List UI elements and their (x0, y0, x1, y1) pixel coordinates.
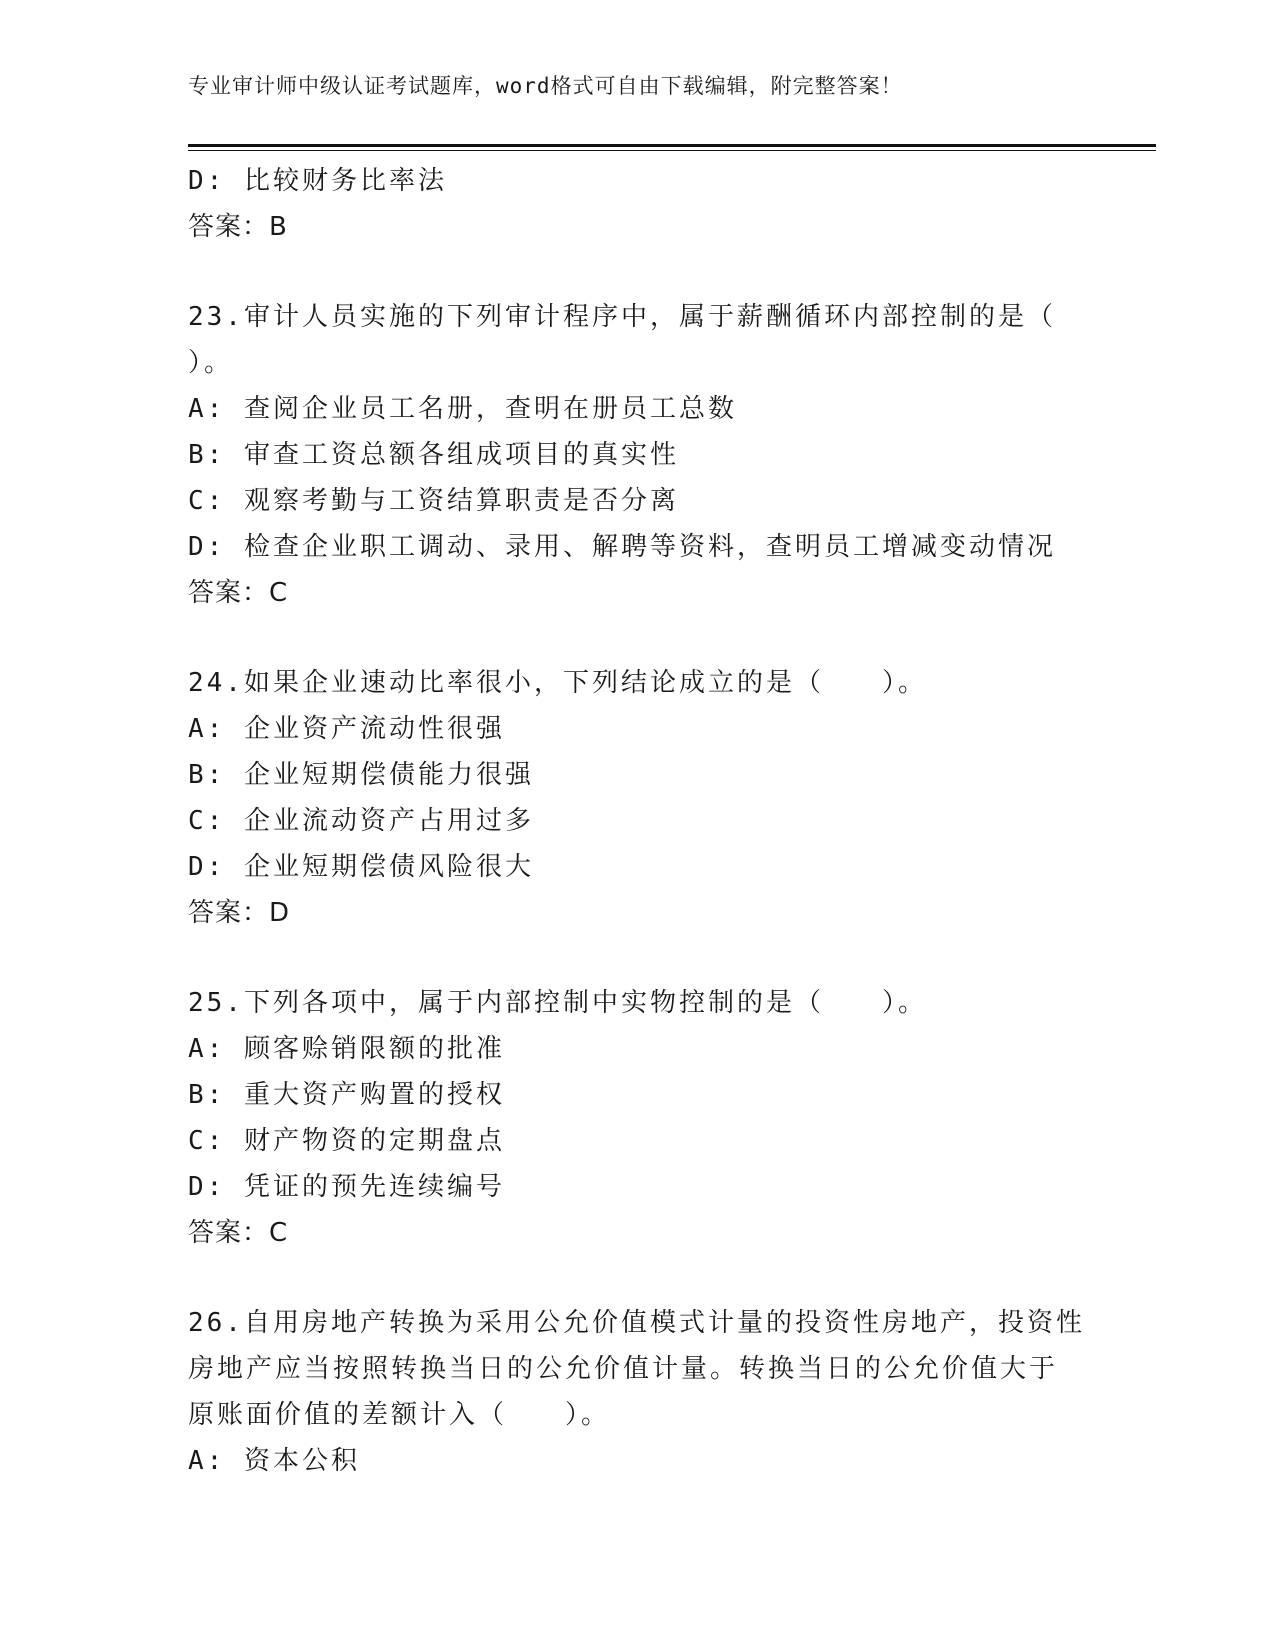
question-stem-line: 25.下列各项中，属于内部控制中实物控制的是（ ）。 (188, 988, 927, 1018)
option-b: B: 企业短期偿债能力很强 (188, 760, 534, 790)
option-d: D: 凭证的预先连续编号 (188, 1172, 505, 1202)
page-header: 专业审计师中级认证考试题库，word格式可自由下载编辑，附完整答案！ (188, 74, 903, 98)
option-b: B: 重大资产购置的授权 (188, 1080, 505, 1110)
option-c: C: 企业流动资产占用过多 (188, 806, 534, 836)
answer: 答案：C (188, 578, 289, 608)
document-body (188, 158, 1088, 1484)
header-rule-thick (188, 144, 1156, 147)
option-d: D: 企业短期偿债风险很大 (188, 852, 534, 882)
option-b: B: 审查工资总额各组成项目的真实性 (188, 440, 679, 470)
option-a: A: 企业资产流动性很强 (188, 714, 505, 744)
question-stem-line: 房地产应当按照转换当日的公允价值计量。转换当日的公允价值大于 (188, 1354, 1059, 1384)
option-c: C: 观察考勤与工资结算职责是否分离 (188, 486, 679, 516)
answer: 答案：D (188, 898, 291, 928)
question-23 (188, 294, 1088, 616)
header-rule-thin (188, 150, 1156, 151)
question-stem-line: ）。 (188, 348, 234, 378)
question-stem-line: 24.如果企业速动比率很小，下列结论成立的是（ ）。 (188, 668, 927, 698)
option-c: C: 财产物资的定期盘点 (188, 1126, 505, 1156)
answer: 答案：C (188, 1218, 289, 1248)
prev-question-option-d: D: 比较财务比率法 (188, 166, 447, 196)
question-25 (188, 980, 1088, 1256)
prev-question-answer: 答案：B (188, 212, 288, 242)
question-26 (188, 1300, 1088, 1484)
option-a: A: 资本公积 (188, 1446, 360, 1476)
question-24 (188, 660, 1088, 936)
question-stem-line: 原账面价值的差额计入（ ）。 (188, 1400, 611, 1430)
option-d: D: 检查企业职工调动、录用、解聘等资料，查明员工增减变动情况 (188, 532, 1056, 562)
option-a: A: 顾客赊销限额的批准 (188, 1034, 505, 1064)
question-stem-line: 26.自用房地产转换为采用公允价值模式计量的投资性房地产，投资性 (188, 1308, 1085, 1338)
option-a: A: 查阅企业员工名册，查明在册员工总数 (188, 394, 737, 424)
question-stem-line: 23.审计人员实施的下列审计程序中，属于薪酬循环内部控制的是（ (188, 302, 1056, 332)
